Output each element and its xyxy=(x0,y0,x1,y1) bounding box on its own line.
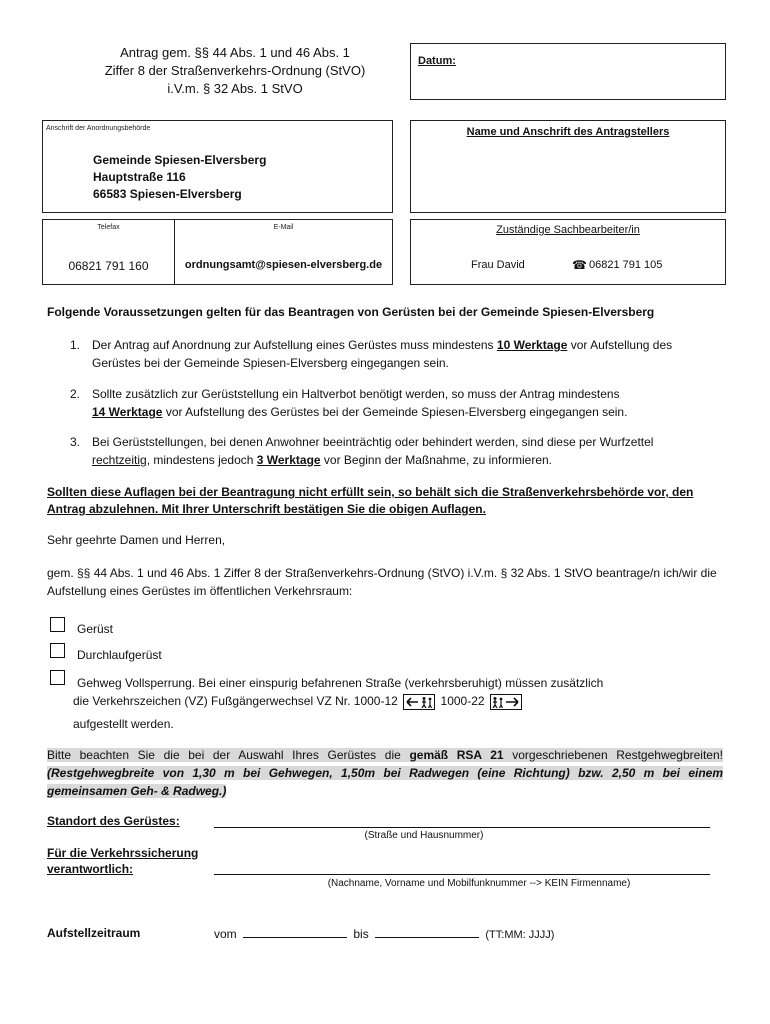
datum-box[interactable] xyxy=(410,43,726,100)
item-3-line1: Bei Gerüststellungen, bei denen Anwohner beeinträchtig oder behindert werden, sind diese per Wurfzettel xyxy=(92,435,654,449)
authority-street: Hauptstraße 116 xyxy=(93,170,186,184)
standort-input-line[interactable] xyxy=(214,827,710,828)
item-2-em: 14 Werktage xyxy=(92,405,163,419)
authority-box xyxy=(42,120,393,213)
item-3-underlined: rechtzeitig xyxy=(92,453,147,467)
item-1-pre: Der Antrag auf Anordnung zur Aufstellung eines Gerüstes muss mindestens xyxy=(92,338,497,352)
zeitraum-label: Aufstellzeitraum xyxy=(47,926,141,940)
title-line-3: i.V.m. § 32 Abs. 1 StVO xyxy=(167,81,303,96)
item-3-post: vor Beginn der Maßnahme, zu informieren. xyxy=(320,453,553,467)
email-label: E-Mail xyxy=(273,224,294,231)
authority-caption: Anschrift der Anordnungsbehörde xyxy=(46,125,151,132)
prereq-item-3 xyxy=(70,433,722,469)
verkehr-label-2: verantwortlich: xyxy=(47,862,134,876)
verkehr-label-1: Für die Verkehrssicherung xyxy=(47,846,199,860)
verkehr-input-line[interactable] xyxy=(214,874,710,875)
notice-post: vorgeschriebenen Restgehwegbreiten! xyxy=(503,748,723,762)
item-2-post: vor Aufstellung des Gerüstes bei der Gemeinde Spiesen-Elversberg eingegangen sein. xyxy=(162,405,628,419)
applicant-box[interactable] xyxy=(410,120,726,213)
item-3-em: 3 Werktage xyxy=(256,453,321,467)
phone-icon: ☎ xyxy=(572,258,587,272)
item-3-mid: , mindestens jedoch xyxy=(146,453,257,467)
item-1-num: 1. xyxy=(70,338,81,352)
letter-body: gem. §§ 44 Abs. 1 und 46 Abs. 1 Ziffer 8 der Straßenverkehrs-Ordnung (StVO) i.V.m. § 32 Abs. 1 StVO beantrage/n ich/wir die Aufstellung eines Gerüstes im öffentlichen Verkehrsraum: xyxy=(47,566,717,598)
fax-cell xyxy=(42,219,175,285)
email-value[interactable]: ordnungsamt@spiesen-elversberg.de xyxy=(184,259,383,271)
applicant-title: Name und Anschrift des Antragstellers xyxy=(466,126,670,138)
verkehr-hint: (Nachname, Vorname und Mobilfunknummer --> KEIN Firmenname) xyxy=(327,878,631,889)
datum-label: Datum: xyxy=(418,55,456,67)
authority-city: 66583 Spiesen-Elversberg xyxy=(93,187,242,201)
option-gehweg-mid: 1000-22 xyxy=(440,694,485,709)
zeitraum-row xyxy=(214,926,554,941)
notice-italic: (Restgehwegbreite von 1,30 m bei Gehwegen, 1,50m bei Radwegen (eine Richtung) bzw. 2,50 m bei einem gemeinsamen Geh- & Radweg.) xyxy=(47,766,723,798)
option-gehweg-line3: aufgestellt werden. xyxy=(73,717,174,731)
title-line-2: Ziffer 8 der Straßenverkehrs-Ordnung (StVO) xyxy=(104,63,366,78)
notice-bold: gemäß RSA 21 xyxy=(409,748,504,762)
form-title xyxy=(60,44,410,98)
checkbox-durchlaufgeruest[interactable] xyxy=(50,643,65,658)
item-2-num: 2. xyxy=(70,387,81,401)
prereq-item-1 xyxy=(70,336,722,372)
authority-address xyxy=(93,152,266,203)
warning-text: Sollten diese Auflagen bei der Beantragung nicht erfüllt sein, so behält sich die Straßenverkehrsbehörde vor, den Antrag abzulehnen. Mit Ihrer Unterschrift bestätigen Sie die obigen Auflagen. xyxy=(47,485,694,516)
authority-name: Gemeinde Spiesen-Elversberg xyxy=(93,153,267,167)
standort-label: Standort des Gerüstes: xyxy=(47,814,180,828)
notice-pre: Bitte beachten Sie die bei der Auswahl Ihres Gerüstes die xyxy=(47,748,410,762)
checkbox-geruest[interactable] xyxy=(50,617,65,632)
item-2-line1: Sollte zusätzlich zur Gerüststellung ein Haltverbot benötigt werden, so muss der Antrag mindestens xyxy=(92,387,620,401)
traffic-sign-1000-22-icon xyxy=(490,694,522,710)
traffic-sign-1000-12-icon xyxy=(403,694,435,710)
clerk-title: Zuständige Sachbearbeiter/in xyxy=(496,224,640,236)
fax-value: 06821 791 160 xyxy=(68,259,149,273)
bis-label: bis xyxy=(353,927,369,941)
bis-input-line[interactable] xyxy=(375,926,479,938)
rsa-notice xyxy=(47,746,723,800)
email-cell xyxy=(174,219,393,285)
clerk-cell xyxy=(410,219,726,285)
prereq-item-2 xyxy=(70,385,722,421)
option-gehweg-line1: Gehweg Vollsperrung. Bei einer einspurig befahrenen Straße (verkehrsberuhigt) müssen zusätzlich xyxy=(77,676,604,690)
option-durchlauf-label: Durchlaufgerüst xyxy=(77,648,162,662)
clerk-phone: 06821 791 105 xyxy=(589,259,663,271)
item-3-num: 3. xyxy=(70,435,81,449)
option-geruest-label: Gerüst xyxy=(77,622,114,636)
clerk-name: Frau David xyxy=(471,259,525,271)
option-gehweg-pre: die Verkehrszeichen (VZ) Fußgängerwechsel VZ Nr. 1000-12 xyxy=(73,694,398,709)
salutation: Sehr geehrte Damen und Herren, xyxy=(47,533,226,547)
standort-hint: (Straße und Hausnummer) xyxy=(364,830,484,841)
option-gehweg-signs-line xyxy=(73,694,524,710)
vom-label: vom xyxy=(214,927,237,941)
checkbox-gehweg-vollsperrung[interactable] xyxy=(50,670,65,685)
date-format-hint: (TT:MM: JJJJ) xyxy=(485,929,555,941)
item-1-em: 10 Werktage xyxy=(496,338,568,352)
vom-input-line[interactable] xyxy=(243,926,347,938)
title-line-1: Antrag gem. §§ 44 Abs. 1 und 46 Abs. 1 xyxy=(120,45,350,60)
fax-label: Telefax xyxy=(97,224,120,231)
item-1-post: vor Aufstellung des Gerüstes bei der Gemeinde Spiesen-Elversberg eingegangen sein. xyxy=(92,338,673,370)
prereq-heading: Folgende Voraussetzungen gelten für das Beantragen von Gerüsten bei der Gemeinde Spiesen-Elversberg xyxy=(47,305,655,319)
